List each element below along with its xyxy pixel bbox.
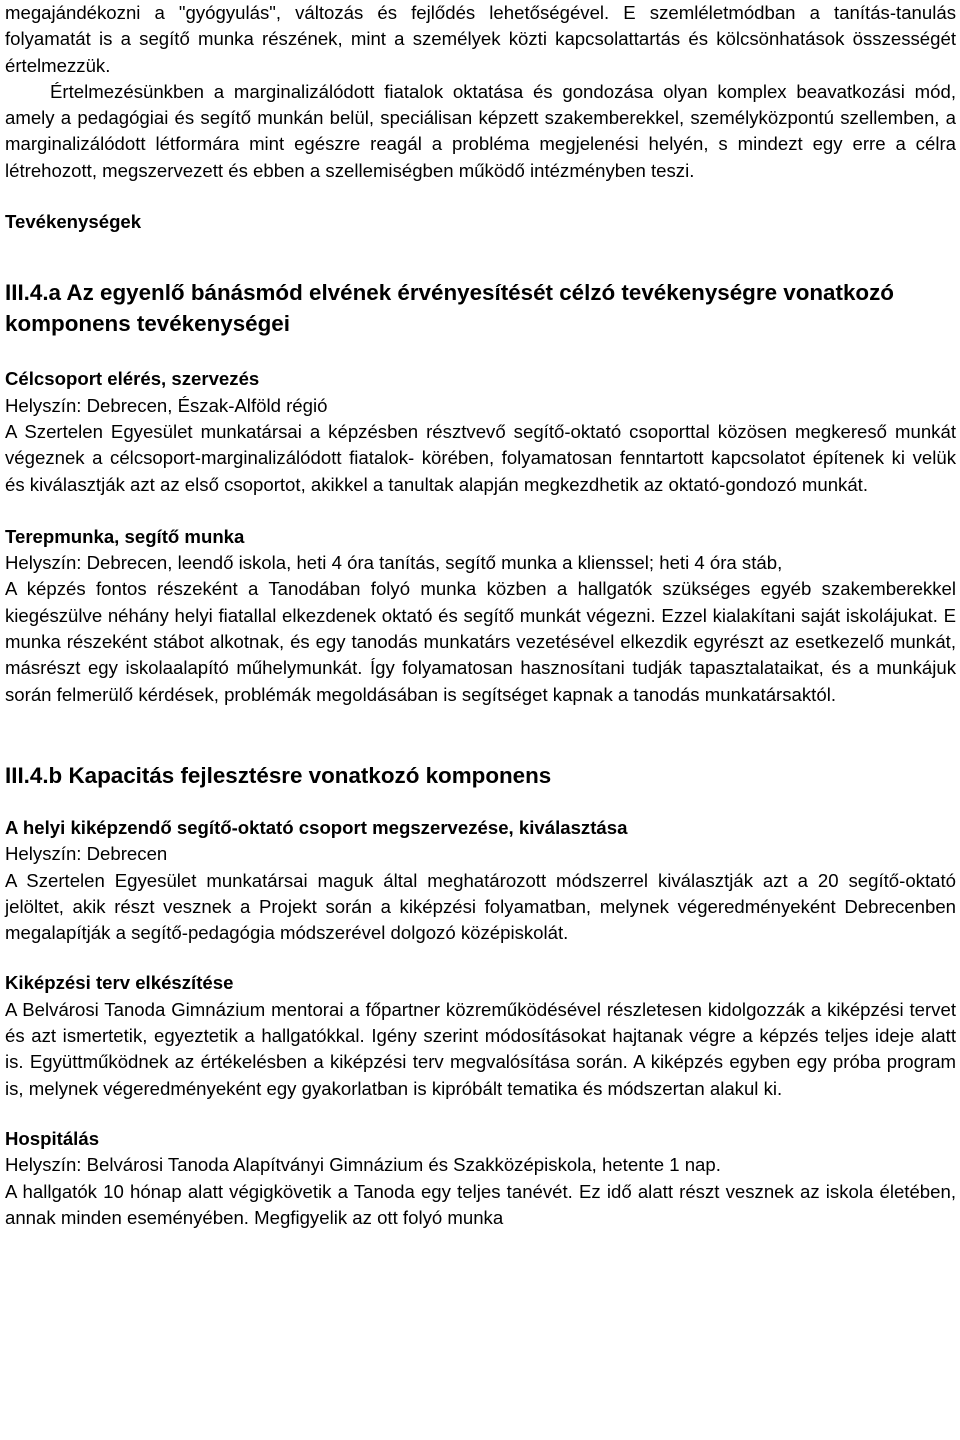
intro-paragraph-2: Értelmezésünkben a marginalizálódott fiatalok oktatása és gondozása olyan komplex beavatkozási mód, amely a pedagógiai és segítő munkán belül, speciálisan képzett szakemberekkel, személyközpontú szellemben, a marginalizálódott létformára mint egészre reagál a probléma megjelenési helyén, s mindezt egy erre a célra létrehozott, megszervezett és ebben a szellemiségben működő intézményben teszi.: [5, 80, 956, 181]
outreach-location: Helyszín: Debrecen, Észak-Alföld régió: [5, 394, 328, 416]
group-location: Helyszín: Debrecen: [5, 843, 168, 865]
fieldwork-location: Helyszín: Debrecen, leendő iskola, heti 4 óra tanítás, segítő munka a klienssel; heti 4 óra stáb,: [5, 552, 783, 574]
section-b-heading: III.4.b Kapacitás fejlesztésre vonatkozó komponens: [5, 762, 552, 788]
hospitation-text: A hallgatók 10 hónap alatt végigkövetik a Tanoda egy teljes tanévét. Ez idő alatt részt vesznek az iskola életében, annak minden eseményében. Megfigyelik az ott folyó munka: [5, 1180, 956, 1228]
group-heading: A helyi kiképzendő segítő-oktató csoport megszervezése, kiválasztása: [5, 816, 628, 838]
plan-heading: Kiképzési terv elkészítése: [5, 972, 234, 994]
outreach-text: A Szertelen Egyesület munkatársai a képzésben résztvevő segítő-oktató csoporttal közösen megkereső munkát végeznek a célcsoport-marginalizálódott fiatalok- körében, folyamatosan fenntartott kapcsolatot építenek ki velük és kiválasztják azt az első csoportot, akikkel a tanultak alapján megkezdhetik az oktató-gondozó munkát.: [5, 420, 956, 495]
hospitation-heading: Hospitálás: [5, 1127, 100, 1149]
group-text: A Szertelen Egyesület munkatársai maguk által meghatározott módszerrel kiválasztják azt a 20 segítő-oktató jelöltet, akik részt vesznek a Projekt során a kiképzési folyamatban, melynek végeredményeként Debrecenben megalapítják a segítő-pedagógia módszerével dolgozó középiskolát.: [5, 869, 956, 944]
hospitation-location: Helyszín: Belvárosi Tanoda Alapítványi Gimnázium és Szakközépiskola, hetente 1 nap.: [5, 1154, 721, 1176]
intro-paragraph-1: megajándékozni a "gyógyulás", változás és fejlődés lehetőségével. E szemléletmódban a tanítás-tanulás folyamatát is a segítő munka részének, mint a személyek közti kapcsolattartás és kölcsönhatások összességét értelmezzük.: [5, 2, 956, 76]
fieldwork-heading: Terepmunka, segítő munka: [5, 525, 245, 547]
activities-heading: Tevékenységek: [5, 211, 142, 233]
section-a-heading: III.4.a Az egyenlő bánásmód elvének érvényesítését célzó tevékenységre vonatkozó komponens tevékenységei: [5, 280, 894, 337]
document-page: [5, 0, 956, 1231]
outreach-heading: Célcsoport elérés, szervezés: [5, 368, 260, 390]
fieldwork-text: A képzés fontos részeként a Tanodában folyó munka közben a hallgatók szükséges egyéb szakemberekkel kiegészülve néhány helyi fiatallal elkezdenek oktató és segítő munkát végezni. Ezzel kialakítani saját iskolájukat. E munka részeként stábot alkotnak, és egy tanodás munkatárs vezetésével elkezdik egyrészt az esetkezelő munkát, másrészt egy iskolaalapító műhelymunkát. Így folyamatosan hasznosítani tudják tapasztalataikat, és a munkájuk során felmerülő kérdések, problémák megoldásában is segítséget kapnak a tanodás munkatársaktól.: [5, 578, 956, 705]
plan-text: A Belvárosi Tanoda Gimnázium mentorai a főpartner közreműködésével részletesen kidolgozzák a kiképzési tervet és azt ismertetik, egyeztetik a hallgatókkal. Igény szerint módosításokat hajtanak végre a képzés teljes ideje alatt is. Együttműködnek az értékelésben a kiképzési terv megvalósítása során. A kiképzés egyben egy próba program is, melynek végeredményeként egy gyakorlatban is kipróbált tematika és módszertan alakul ki.: [5, 998, 956, 1099]
